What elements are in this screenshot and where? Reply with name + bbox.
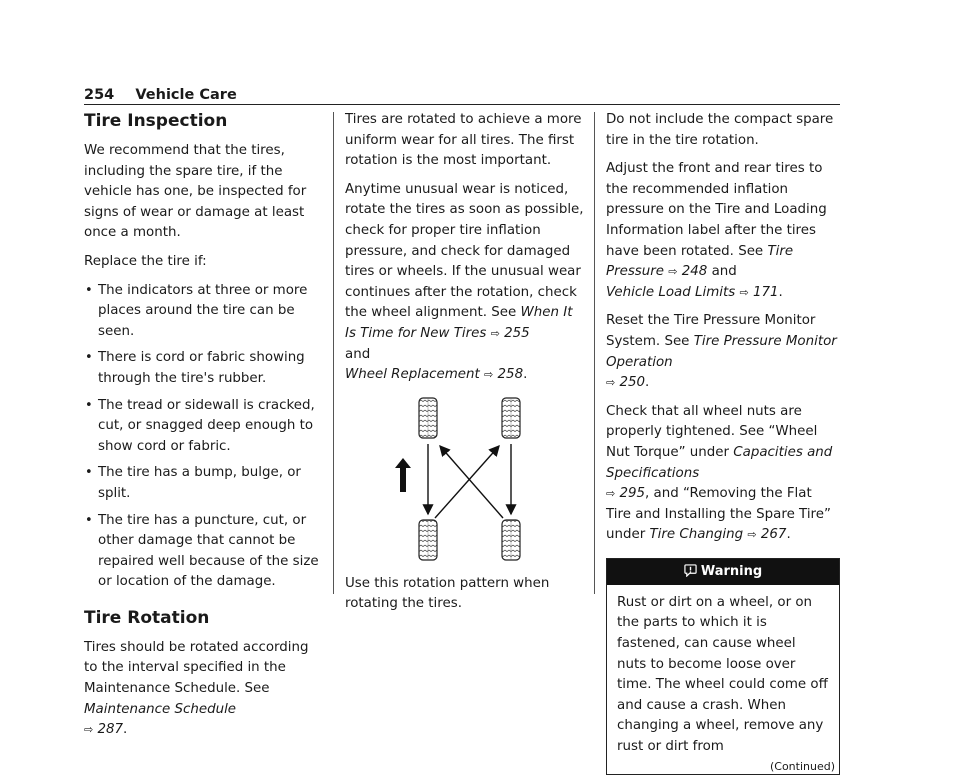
warning-title: Warning	[700, 563, 763, 579]
page-ref-arrow-icon: ⇨	[84, 723, 94, 737]
punctuation: .	[523, 367, 528, 383]
reset-tpms-text: Reset the Tire Pressure Monitor System. See	[606, 313, 816, 349]
punctuation: .	[786, 527, 791, 543]
page-ref[interactable]: 267	[760, 527, 787, 543]
link-tire-pressure[interactable]: Tire Pressure	[606, 243, 794, 280]
diagram-caption: Use this rotation pattern when rotating the tires.	[345, 575, 550, 612]
link-capacities-specifications[interactable]: Capacities and Specifications	[606, 444, 833, 481]
replace-intro: Replace the tire if:	[84, 253, 207, 269]
arrow-rear-right-to-front-left	[440, 446, 503, 518]
rotation-paragraph	[84, 638, 326, 741]
arrow-rear-left-to-front-right	[435, 446, 499, 518]
page-ref-arrow-icon: ⇨	[490, 326, 500, 340]
punctuation: .	[778, 284, 783, 300]
heading-tire-inspection: Tire Inspection	[84, 111, 228, 131]
conjunction: and	[711, 264, 737, 280]
spare-exclusion-paragraph: Do not include the compact spare tire in the tire rotation.	[606, 112, 834, 148]
link-new-tires[interactable]: When It Is Time for New Tires	[345, 305, 573, 341]
page-ref[interactable]: 287	[97, 722, 124, 738]
rotation-text: Tires should be rotated according to the interval specified in the Maintenance Schedule. See	[84, 639, 309, 697]
tire-rear-left-icon	[419, 520, 437, 560]
page-ref[interactable]: 171	[752, 284, 779, 300]
page-ref-arrow-icon: ⇨	[739, 285, 749, 299]
link-tire-changing[interactable]: Tire Changing	[649, 527, 744, 543]
list-item: • The indicators at three or more places around the tire can be seen.	[84, 281, 326, 343]
page-ref-arrow-icon: ⇨	[484, 368, 494, 382]
rotation-pattern-svg	[345, 394, 585, 564]
link-tpms-operation[interactable]: Tire Pressure Monitor Operation	[606, 333, 837, 370]
page-header	[84, 84, 840, 105]
column-2	[345, 110, 585, 623]
adjust-pressure-text: Adjust the front and rear tires to the recommended inflation pressure on the Tire and Loading Information label after the tires have been rotated. See	[606, 161, 827, 259]
wheel-nuts-paragraph	[606, 402, 840, 546]
punctuation: .	[123, 722, 128, 738]
rotation-purpose-paragraph: Tires are rotated to achieve a more uniform wear for all tires. The first rotation is the most important.	[345, 112, 582, 169]
link-wheel-replacement[interactable]: Wheel Replacement	[345, 367, 480, 383]
tire-front-left-icon	[419, 398, 437, 438]
heading-tire-rotation: Tire Rotation	[84, 607, 210, 628]
list-item: • The tire has a puncture, cut, or other damage that cannot be repaired well because of the size or location of the damage.	[84, 511, 326, 593]
column-divider	[333, 112, 334, 594]
warning-header	[607, 559, 839, 585]
unusual-wear-text: Anytime unusual wear is noticed, rotate the tires as soon as possible, check for proper tire inflation pressure, and check for damaged tires or wheels. If the unusual wear continues after the rotation, check the wheel alignment. See	[345, 181, 584, 321]
reset-tpms-paragraph	[606, 311, 840, 393]
tire-front-right-icon	[502, 398, 520, 438]
list-item: • The tire has a bump, bulge, or split.	[84, 463, 326, 504]
page-ref-arrow-icon: ⇨	[606, 376, 616, 390]
warning-box	[606, 558, 840, 775]
continued-label: (Continued)	[769, 759, 835, 773]
forward-direction-arrow-icon	[395, 458, 411, 492]
inspection-paragraph: We recommend that the tires, including the spare tire, if the vehicle has one, be inspected for signs of wear or damage at least once a month.	[84, 143, 307, 241]
page-ref[interactable]: 250	[619, 375, 646, 391]
page-ref-arrow-icon: ⇨	[606, 487, 616, 501]
tire-rotation-diagram	[345, 394, 585, 564]
page-ref-arrow-icon: ⇨	[747, 528, 757, 542]
section-title: Vehicle Care	[135, 87, 237, 103]
link-maintenance-schedule[interactable]: Maintenance Schedule	[84, 701, 237, 717]
warning-icon	[684, 564, 697, 577]
replace-conditions-list	[84, 281, 326, 593]
page-ref[interactable]: 255	[504, 325, 530, 341]
tire-rear-right-icon	[502, 520, 520, 560]
page-ref[interactable]: 248	[681, 264, 708, 280]
column-3	[606, 110, 840, 775]
unusual-wear-paragraph	[345, 180, 585, 386]
wheel-nuts-text: Check that all wheel nuts are properly tightened. See “Wheel Nut Torque” under	[606, 403, 818, 460]
page-ref-arrow-icon: ⇨	[668, 265, 678, 279]
wheel-nuts-text-2: , and “Removing the Flat Tire and Installing the Spare Tire” under	[606, 486, 831, 543]
adjust-pressure-paragraph	[606, 159, 840, 303]
list-item: • The tread or sidewall is cracked, cut, or snagged deep enough to show cord or fabric.	[84, 396, 326, 458]
warning-body: Rust or dirt on a wheel, or on the parts to which it is fastened, can cause wheel nuts to become loose over time. The wheel could come off and cause a crash. When changing a wheel, remove any rust or dirt from	[617, 594, 828, 755]
conjunction: and	[345, 346, 371, 362]
page-ref[interactable]: 295	[619, 486, 646, 502]
punctuation: .	[645, 375, 650, 391]
link-vehicle-load-limits[interactable]: Vehicle Load Limits	[606, 284, 736, 300]
page-ref[interactable]: 258	[497, 367, 524, 383]
column-divider	[594, 112, 595, 594]
column-1	[84, 110, 326, 749]
page-number: 254	[84, 87, 115, 103]
list-item: • There is cord or fabric showing through the tire's rubber.	[84, 348, 326, 389]
